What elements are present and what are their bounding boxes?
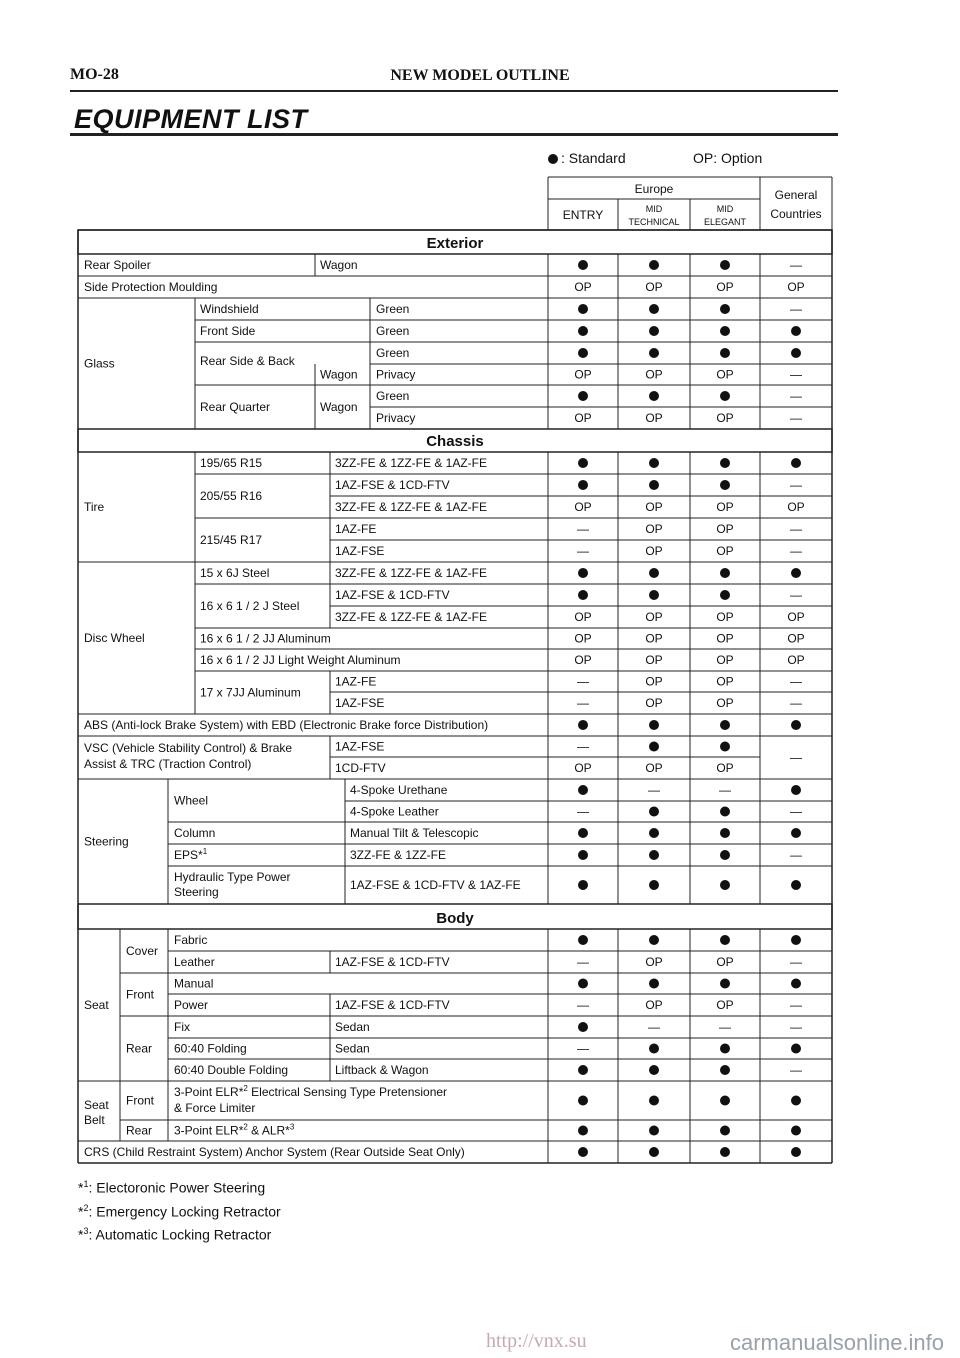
standard-dot-icon bbox=[720, 480, 730, 490]
option-mark: OP bbox=[645, 674, 663, 689]
not-available-mark: — bbox=[790, 522, 802, 536]
standard-dot-icon bbox=[649, 480, 659, 490]
standard-dot-icon bbox=[791, 1044, 801, 1054]
row-label: 195/65 R15 bbox=[200, 456, 263, 470]
standard-dot-icon bbox=[649, 720, 659, 730]
standard-dot-icon bbox=[578, 304, 588, 314]
standard-dot-icon bbox=[720, 742, 730, 752]
row-label: Sedan bbox=[335, 1041, 370, 1056]
row-label: Liftback & Wagon bbox=[335, 1063, 429, 1077]
option-mark: OP bbox=[645, 955, 663, 969]
option-mark: OP bbox=[645, 631, 663, 646]
row-label: Windshield bbox=[200, 302, 259, 316]
row-label: Steering bbox=[174, 885, 219, 899]
standard-dot-icon bbox=[720, 458, 730, 468]
row-label: 17 x 7JJ Aluminum bbox=[200, 685, 301, 700]
row-label: Power bbox=[174, 998, 209, 1012]
row-label: 3ZZ-FE & 1ZZ-FE & 1AZ-FE bbox=[335, 456, 488, 470]
standard-dot-icon bbox=[649, 850, 659, 860]
not-available-mark: — bbox=[577, 544, 589, 558]
option-mark: OP bbox=[645, 411, 663, 425]
row-label: 60:40 Folding bbox=[174, 1041, 247, 1056]
row-label: Fix bbox=[174, 1020, 190, 1034]
column-header-mid-technical: MID bbox=[645, 204, 663, 214]
option-mark: OP bbox=[716, 544, 734, 558]
row-label: 3ZZ-FE & 1ZZ-FE & 1AZ-FE bbox=[335, 610, 488, 624]
row-label: Cover bbox=[126, 944, 159, 958]
option-mark: OP bbox=[787, 653, 805, 667]
standard-dot-icon bbox=[720, 590, 730, 600]
standard-dot-icon bbox=[649, 742, 659, 752]
option-mark: OP bbox=[716, 610, 734, 624]
standard-dot-icon bbox=[578, 720, 588, 730]
standard-dot-icon bbox=[649, 304, 659, 314]
row-label: Front Side bbox=[200, 324, 256, 338]
standard-dot-icon bbox=[578, 480, 588, 490]
standard-dot-icon bbox=[578, 979, 588, 989]
row-label: Front bbox=[126, 1093, 155, 1108]
row-label: Assist & TRC (Traction Control) bbox=[84, 757, 252, 771]
standard-dot-icon bbox=[649, 568, 659, 578]
group-label-steering: Steering bbox=[84, 834, 129, 849]
standard-dot-icon bbox=[720, 304, 730, 314]
row-label: 1AZ-FSE & 1CD-FTV bbox=[335, 588, 450, 602]
not-available-mark: — bbox=[719, 783, 731, 797]
column-header-mid-technical: TECHNICAL bbox=[628, 217, 680, 227]
standard-dot-icon bbox=[791, 828, 801, 838]
standard-dot-icon bbox=[578, 348, 588, 358]
option-mark: OP bbox=[645, 544, 663, 558]
standard-dot-icon bbox=[791, 979, 801, 989]
standard-dot-icon bbox=[791, 1147, 801, 1157]
option-mark: OP bbox=[787, 500, 805, 514]
standard-dot-icon bbox=[720, 1126, 730, 1136]
page-number: MO-28 bbox=[70, 66, 119, 83]
standard-dot-icon bbox=[720, 1147, 730, 1157]
section-header-exterior: Exterior bbox=[426, 235, 484, 252]
standard-dot-icon bbox=[720, 828, 730, 838]
row-label: Front bbox=[126, 987, 155, 1002]
standard-dot-icon bbox=[649, 880, 659, 890]
option-mark: OP bbox=[574, 761, 592, 775]
row-label: CRS (Child Restraint System) Anchor System (Rear Outside Seat Only) bbox=[84, 1145, 465, 1159]
row-label: Green bbox=[376, 302, 410, 316]
group-label-seat-belt: Seat bbox=[84, 1098, 109, 1112]
column-header-countries: Countries bbox=[770, 207, 822, 221]
row-label: Wagon bbox=[320, 367, 358, 382]
not-available-mark: — bbox=[790, 955, 802, 969]
not-available-mark: — bbox=[577, 739, 589, 754]
row-label: Manual Tilt & Telescopic bbox=[350, 826, 479, 840]
standard-dot-icon bbox=[578, 935, 588, 945]
row-label: Privacy bbox=[376, 411, 416, 425]
standard-dot-icon bbox=[791, 1126, 801, 1136]
row-label: 1CD-FTV bbox=[335, 761, 386, 775]
footnote-1: *$^1$: Electoronic Power Steering bbox=[78, 1179, 266, 1196]
standard-dot-icon bbox=[649, 1096, 659, 1106]
option-mark: OP bbox=[645, 998, 663, 1012]
row-label: 3ZZ-FE & 1ZZ-FE & 1AZ-FE bbox=[335, 566, 488, 580]
standard-dot-icon bbox=[791, 458, 801, 468]
row-label: Hydraulic Type Power bbox=[174, 870, 291, 884]
option-mark: OP bbox=[645, 610, 663, 624]
standard-dot-icon bbox=[649, 828, 659, 838]
standard-dot-icon bbox=[720, 935, 730, 945]
standard-dot-icon bbox=[720, 1044, 730, 1054]
standard-dot-icon bbox=[720, 807, 730, 817]
not-available-mark: — bbox=[790, 478, 802, 492]
option-mark: OP bbox=[787, 280, 805, 294]
row-label: Side Protection Moulding bbox=[84, 280, 218, 294]
row-label: 205/55 R16 bbox=[200, 489, 263, 503]
row-label: 1AZ-FSE bbox=[335, 696, 385, 710]
row-label: & Force Limiter bbox=[174, 1101, 256, 1115]
standard-dot-icon bbox=[791, 568, 801, 578]
footnote-2: *$^2$: Emergency Locking Retractor bbox=[78, 1202, 281, 1220]
not-available-mark: — bbox=[790, 696, 802, 710]
standard-dot-icon bbox=[720, 979, 730, 989]
standard-dot-icon bbox=[578, 391, 588, 401]
not-available-mark: — bbox=[790, 848, 802, 862]
standard-dot-icon bbox=[791, 348, 801, 358]
standard-dot-icon bbox=[720, 1096, 730, 1106]
section-title: NEW MODEL OUTLINE bbox=[390, 67, 570, 84]
not-available-mark: — bbox=[577, 1041, 589, 1056]
row-label: Privacy bbox=[376, 367, 416, 382]
not-available-mark: — bbox=[790, 411, 802, 425]
option-mark: OP bbox=[716, 653, 734, 667]
not-available-mark: — bbox=[577, 674, 589, 689]
standard-dot-icon bbox=[720, 348, 730, 358]
legend-standard: : Standard bbox=[548, 150, 626, 166]
column-header-general: General bbox=[774, 188, 818, 202]
not-available-mark: — bbox=[719, 1020, 731, 1034]
footnotes bbox=[78, 1174, 281, 1245]
standard-dot-icon bbox=[649, 807, 659, 817]
column-header-europe: Europe bbox=[634, 182, 674, 196]
option-mark: OP bbox=[645, 522, 663, 536]
option-mark: OP bbox=[645, 367, 663, 382]
option-mark: OP bbox=[716, 280, 734, 294]
standard-dot-icon bbox=[791, 326, 801, 336]
standard-dot-icon bbox=[578, 590, 588, 600]
option-mark: OP bbox=[645, 280, 663, 294]
option-mark: OP bbox=[716, 696, 734, 710]
option-mark: OP bbox=[787, 631, 805, 646]
not-available-mark: — bbox=[577, 998, 589, 1012]
standard-dot-icon bbox=[649, 1044, 659, 1054]
row-label: Green bbox=[376, 346, 410, 360]
standard-dot-icon bbox=[649, 1126, 659, 1136]
row-label: 15 x 6J Steel bbox=[200, 566, 270, 580]
not-available-mark: — bbox=[790, 750, 802, 765]
not-available-mark: — bbox=[790, 544, 802, 558]
row-label: Rear bbox=[126, 1123, 153, 1138]
standard-dot-icon bbox=[578, 850, 588, 860]
standard-dot-icon bbox=[720, 568, 730, 578]
option-mark: OP bbox=[716, 500, 734, 514]
not-available-mark: — bbox=[790, 1020, 802, 1034]
column-header-mid-elegant: MID bbox=[716, 204, 734, 214]
standard-dot-icon bbox=[720, 326, 730, 336]
standard-dot-icon bbox=[791, 785, 801, 795]
row-label: Green bbox=[376, 389, 410, 403]
row-label: Rear Spoiler bbox=[84, 258, 151, 272]
standard-dot-icon bbox=[578, 260, 588, 270]
row-label: 1AZ-FSE & 1CD-FTV bbox=[335, 478, 450, 492]
row-label: 3-Point ELR*$^2$ & ALR*$^3$ bbox=[174, 1122, 295, 1138]
standard-dot-icon bbox=[791, 935, 801, 945]
not-available-mark: — bbox=[790, 588, 802, 602]
row-label: 60:40 Double Folding bbox=[174, 1063, 289, 1077]
not-available-mark: — bbox=[577, 522, 589, 536]
row-label: 4-Spoke Urethane bbox=[350, 783, 448, 797]
row-label: Manual bbox=[174, 976, 214, 991]
not-available-mark: — bbox=[790, 1063, 802, 1077]
not-available-mark: — bbox=[790, 804, 802, 819]
not-available-mark: — bbox=[790, 258, 802, 272]
standard-dot-icon bbox=[649, 1147, 659, 1157]
option-mark: OP bbox=[574, 500, 592, 514]
standard-dot-icon bbox=[720, 260, 730, 270]
row-label: Rear Side & Back bbox=[200, 354, 295, 368]
option-mark: OP bbox=[574, 280, 592, 294]
page-title: EQUIPMENT LIST bbox=[74, 104, 308, 134]
not-available-mark: — bbox=[790, 302, 802, 316]
option-mark: OP bbox=[716, 411, 734, 425]
option-mark: OP bbox=[716, 955, 734, 969]
standard-dot-icon bbox=[578, 880, 588, 890]
watermark-link[interactable]: http://vnx.su bbox=[486, 1330, 587, 1352]
option-mark: OP bbox=[716, 522, 734, 536]
standard-dot-icon bbox=[720, 880, 730, 890]
option-mark: OP bbox=[716, 674, 734, 689]
row-label: 16 x 6 1 / 2 JJ Aluminum bbox=[200, 631, 331, 646]
legend-option: OP: Option bbox=[693, 150, 763, 166]
row-label: EPS*$^1$ bbox=[174, 847, 208, 862]
row-label: 4-Spoke Leather bbox=[350, 804, 439, 819]
row-label: Wheel bbox=[174, 793, 209, 808]
option-mark: OP bbox=[574, 411, 592, 425]
standard-dot-icon bbox=[791, 720, 801, 730]
not-available-mark: — bbox=[790, 367, 802, 382]
row-label: Wagon bbox=[320, 400, 358, 414]
standard-dot-icon bbox=[578, 828, 588, 838]
row-label: 1AZ-FE bbox=[335, 522, 377, 536]
standard-dot-icon bbox=[649, 1065, 659, 1075]
not-available-mark: — bbox=[577, 696, 589, 710]
standard-dot-icon bbox=[578, 1096, 588, 1106]
standard-dot-icon bbox=[649, 458, 659, 468]
option-mark: OP bbox=[574, 631, 592, 646]
standard-dot-icon bbox=[720, 850, 730, 860]
option-mark: OP bbox=[645, 696, 663, 710]
standard-dot-icon bbox=[791, 1096, 801, 1106]
not-available-mark: — bbox=[648, 783, 660, 797]
row-label: Rear Quarter bbox=[200, 400, 271, 414]
standard-dot-icon bbox=[649, 935, 659, 945]
row-label: 1AZ-FSE & 1CD-FTV & 1AZ-FE bbox=[350, 878, 521, 892]
row-label: 1AZ-FE bbox=[335, 674, 377, 689]
group-label-seat-belt: Belt bbox=[84, 1113, 105, 1127]
row-label: Leather bbox=[174, 955, 215, 969]
standard-dot-icon bbox=[578, 1065, 588, 1075]
option-mark: OP bbox=[574, 610, 592, 624]
row-label: 3ZZ-FE & 1ZZ-FE & 1AZ-FE bbox=[335, 500, 488, 514]
standard-dot-icon bbox=[578, 785, 588, 795]
row-label: Sedan bbox=[335, 1020, 370, 1034]
standard-dot-icon bbox=[578, 1147, 588, 1157]
section-header-body: Body bbox=[436, 910, 474, 927]
column-header-entry: ENTRY bbox=[562, 208, 604, 222]
row-label: Column bbox=[174, 826, 216, 840]
standard-dot-icon bbox=[791, 880, 801, 890]
not-available-mark: — bbox=[790, 674, 802, 689]
not-available-mark: — bbox=[577, 955, 589, 969]
option-mark: OP bbox=[716, 761, 734, 775]
footnote-3: *$^3$: Automatic Locking Retractor bbox=[78, 1226, 272, 1243]
standard-dot-icon bbox=[720, 720, 730, 730]
option-mark: OP bbox=[645, 761, 663, 775]
standard-dot-icon bbox=[649, 391, 659, 401]
group-label-seat: Seat bbox=[84, 998, 109, 1012]
standard-dot-icon bbox=[649, 590, 659, 600]
watermark-site: carmanualsonline.info bbox=[730, 1330, 945, 1355]
standard-dot-icon bbox=[649, 326, 659, 336]
option-mark: OP bbox=[787, 610, 805, 624]
option-mark: OP bbox=[716, 998, 734, 1012]
not-available-mark: — bbox=[648, 1020, 660, 1034]
standard-dot-icon bbox=[649, 348, 659, 358]
not-available-mark: — bbox=[790, 389, 802, 403]
section-header-chassis: Chassis bbox=[426, 433, 484, 450]
row-label: 3-Point ELR*$^2$ Electrical Sensing Type Pretensioner bbox=[174, 1084, 448, 1099]
standard-dot-icon bbox=[720, 1065, 730, 1075]
option-mark: OP bbox=[716, 631, 734, 646]
standard-dot-icon bbox=[649, 979, 659, 989]
row-label: 1AZ-FSE bbox=[335, 544, 385, 558]
row-label: 1AZ-FSE & 1CD-FTV bbox=[335, 955, 450, 969]
standard-dot-icon bbox=[578, 326, 588, 336]
row-label: Green bbox=[376, 324, 410, 338]
standard-dot-icon bbox=[578, 568, 588, 578]
not-available-mark: — bbox=[577, 804, 589, 819]
group-label-tire: Tire bbox=[84, 500, 105, 514]
option-mark: OP bbox=[716, 367, 734, 382]
standard-dot-icon bbox=[578, 1022, 588, 1032]
group-label-glass: Glass bbox=[84, 356, 115, 371]
option-mark: OP bbox=[574, 653, 592, 667]
standard-dot-icon bbox=[720, 391, 730, 401]
option-mark: OP bbox=[645, 500, 663, 514]
not-available-mark: — bbox=[790, 998, 802, 1012]
row-label: 16 x 6 1 / 2 JJ Light Weight Aluminum bbox=[200, 653, 401, 667]
standard-dot-icon bbox=[578, 458, 588, 468]
row-label: ABS (Anti-lock Brake System) with EBD (Electronic Brake force Distribution) bbox=[84, 718, 489, 732]
row-label: 1AZ-FSE & 1CD-FTV bbox=[335, 998, 450, 1012]
standard-dot-icon bbox=[649, 260, 659, 270]
column-header-mid-elegant: ELEGANT bbox=[703, 217, 747, 227]
row-label: Fabric bbox=[174, 933, 208, 947]
option-mark: OP bbox=[645, 653, 663, 667]
row-label: 1AZ-FSE bbox=[335, 739, 385, 754]
row-label: Wagon bbox=[320, 258, 358, 272]
row-label: 3ZZ-FE & 1ZZ-FE bbox=[350, 848, 446, 862]
row-label: Rear bbox=[126, 1041, 153, 1056]
row-label: VSC (Vehicle Stability Control) & Brake bbox=[84, 741, 293, 755]
group-label-disc-wheel: Disc Wheel bbox=[84, 631, 145, 645]
row-label: 16 x 6 1 / 2 J Steel bbox=[200, 599, 300, 613]
row-label: 215/45 R17 bbox=[200, 533, 263, 547]
standard-dot-icon bbox=[578, 1126, 588, 1136]
option-mark: OP bbox=[574, 367, 592, 382]
